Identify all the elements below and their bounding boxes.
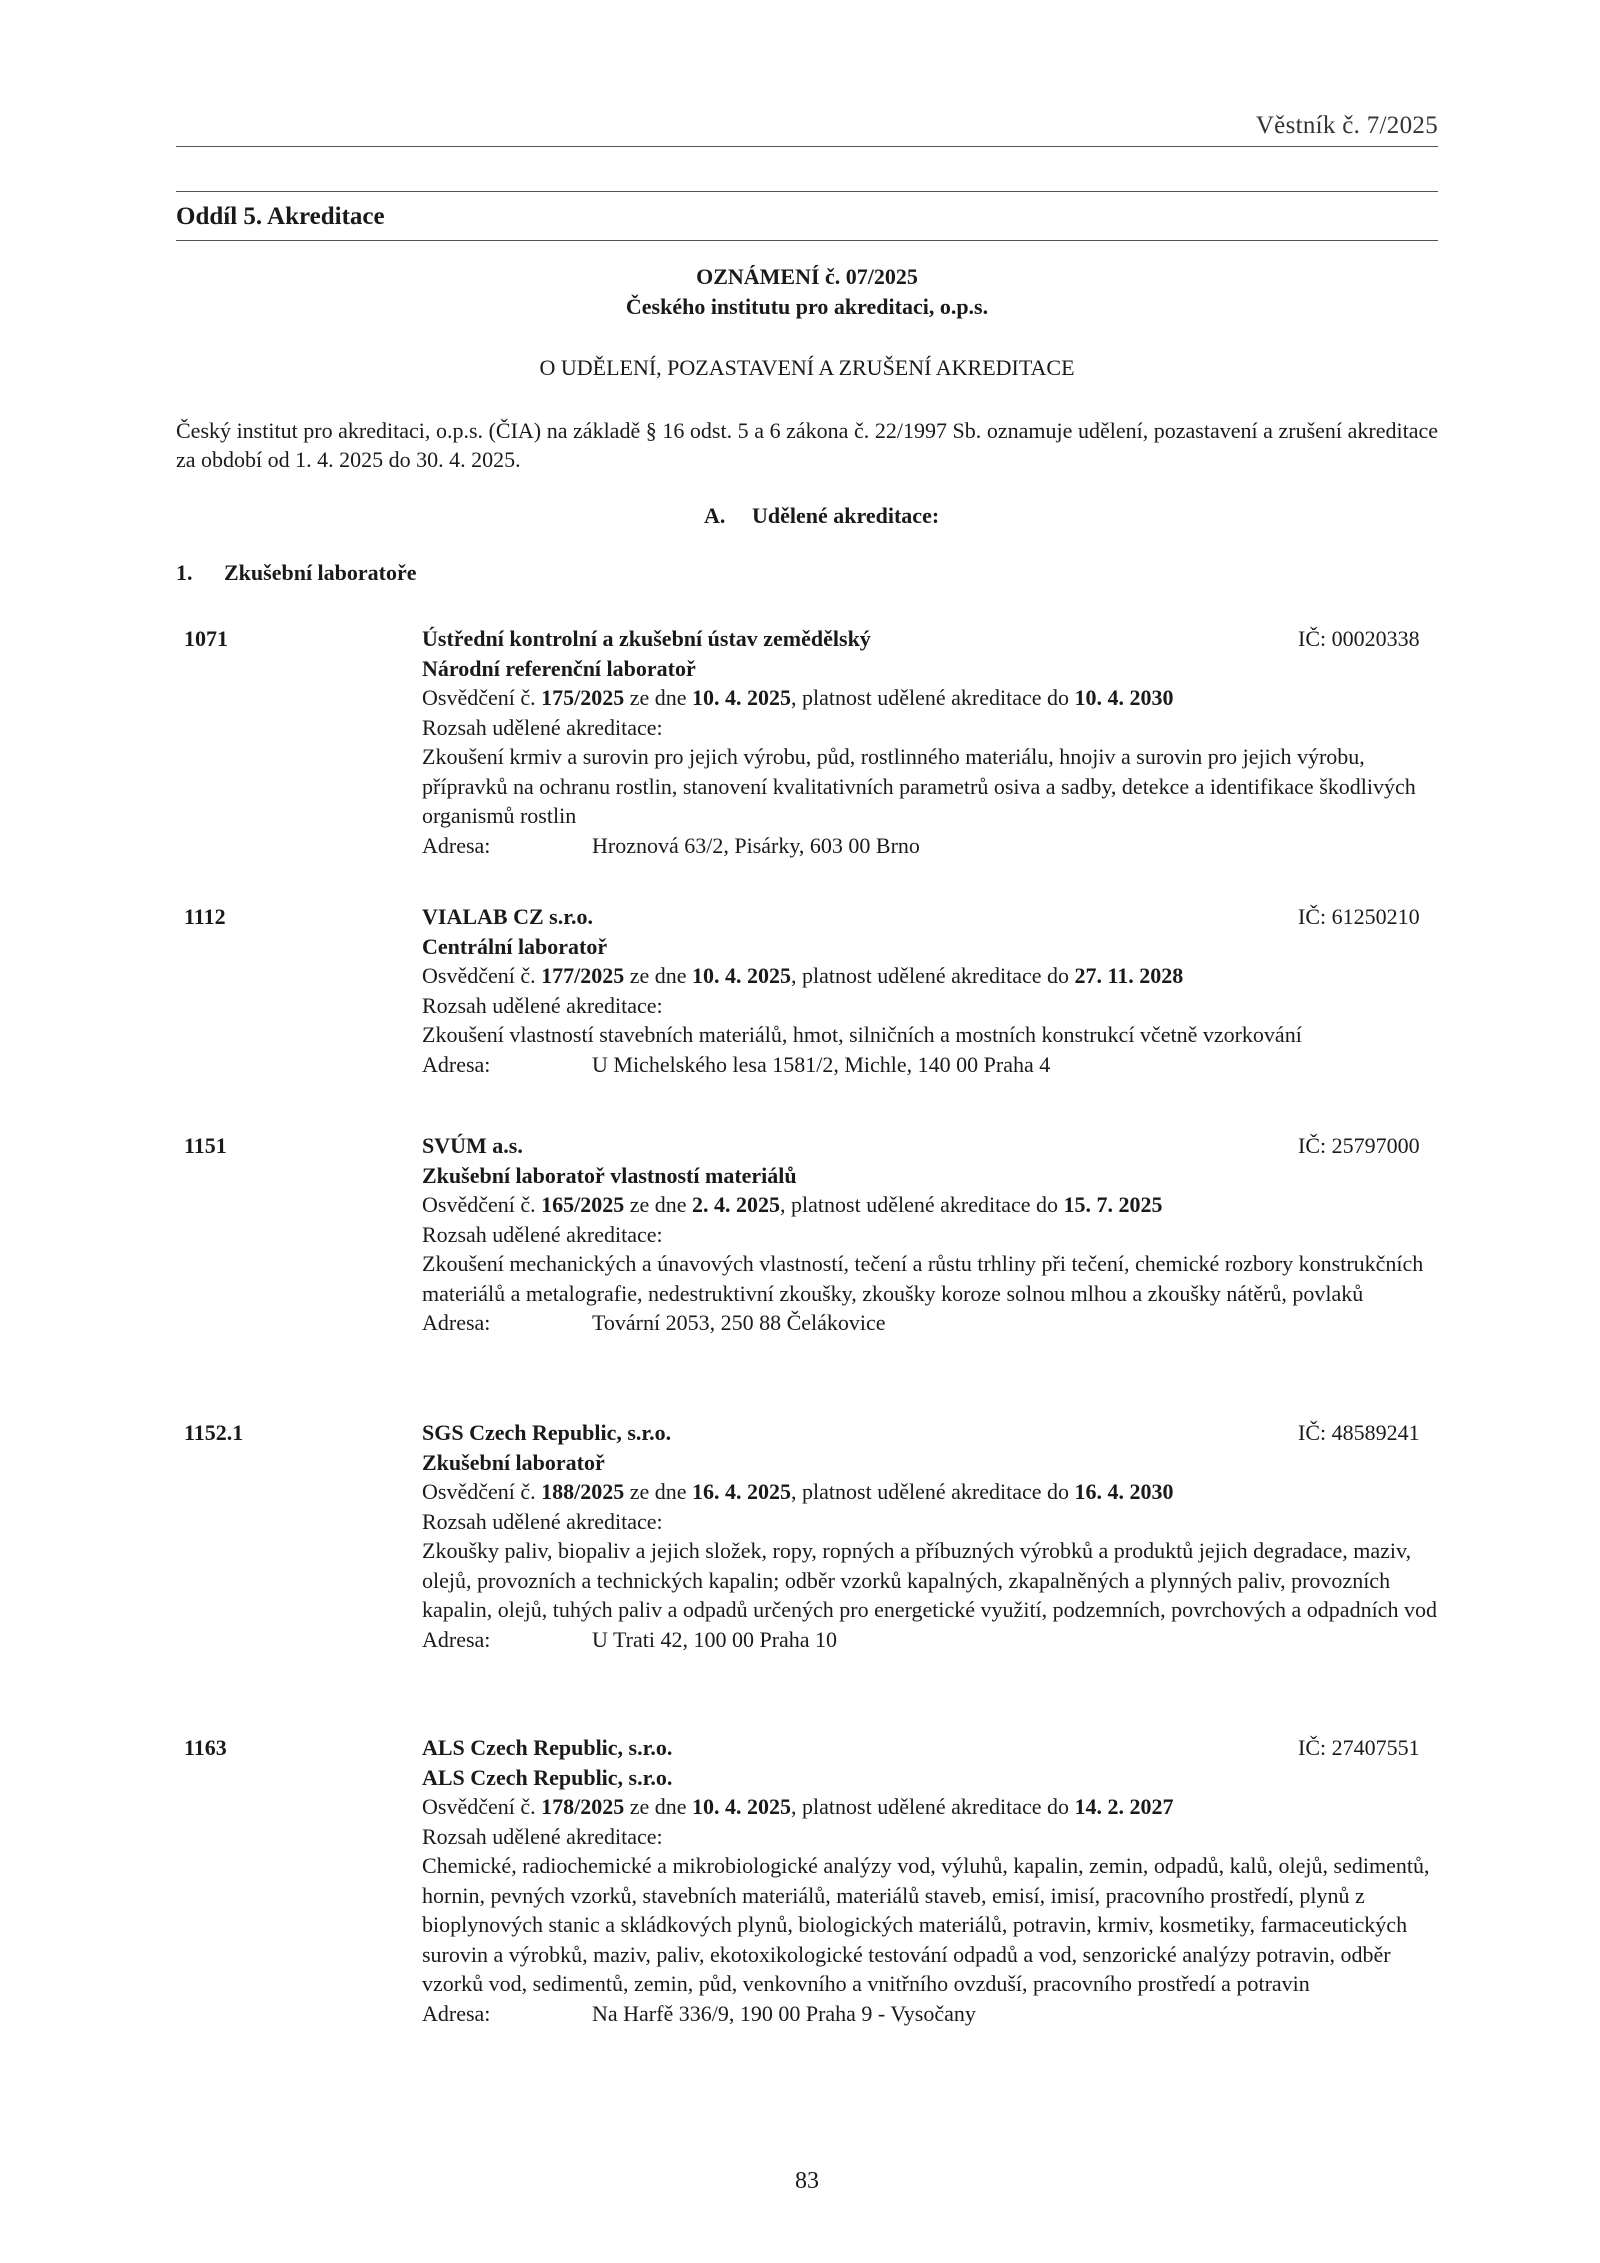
- validity-label: , platnost udělené akreditace do: [791, 1794, 1075, 1819]
- validity-label: , platnost udělené akreditace do: [791, 963, 1075, 988]
- entry-address: [422, 1999, 1438, 2029]
- entry-name: VIALAB CZ s.r.o.: [422, 904, 593, 929]
- ic-label: IČ:: [1298, 1735, 1332, 1760]
- entry-body: [422, 902, 1438, 1079]
- scope-label: Rozsah udělené akreditace:: [422, 992, 663, 1018]
- entry-unit: Zkušební laboratoř: [422, 1449, 605, 1475]
- address-label: Adresa:: [422, 2000, 491, 2026]
- entry-name: ALS Czech Republic, s.r.o.: [422, 1735, 673, 1760]
- entry-ic: [1298, 1733, 1420, 1763]
- section-rule-top: [176, 191, 1438, 192]
- certificate-number: 175/2025: [541, 685, 625, 710]
- section-title: Oddíl 5. Akreditace: [176, 203, 385, 230]
- certificate-number: 178/2025: [541, 1794, 625, 1819]
- ic-label: IČ:: [1298, 1420, 1332, 1445]
- valid-until: 15. 7. 2025: [1063, 1192, 1163, 1217]
- scope-text: Zkoušení mechanických a únavových vlastností, tečení a růstu trhliny při tečení, chemické rozbory konstrukčních materiálů a metalografie, nedestruktivní zkoušky, zkoušky koroze solnou mlhou a zkoušky nátěrů, povlaků: [422, 1251, 1424, 1306]
- dated-label: ze dne: [624, 1192, 693, 1217]
- entry-body: [422, 624, 1438, 860]
- address-label: Adresa:: [422, 1626, 491, 1652]
- ic-label: IČ:: [1298, 1133, 1332, 1158]
- announcement-intro: Český institut pro akreditaci, o.p.s. (ČIA) na základě § 16 odst. 5 a 6 zákona č. 22/1997 Sb. oznamuje udělení, pozastavení a zrušení akreditace za období od 1. 4. 2025 do 30. 4. 2025.: [176, 418, 1438, 472]
- validity-label: , platnost udělené akreditace do: [780, 1192, 1064, 1217]
- valid-until: 10. 4. 2030: [1074, 685, 1174, 710]
- subsection-number: 1.: [176, 560, 193, 585]
- certificate-date: 10. 4. 2025: [692, 1794, 792, 1819]
- address-label: Adresa:: [422, 1310, 491, 1335]
- entry-address: [422, 1050, 1438, 1080]
- entry-certificate: [422, 1792, 1438, 1822]
- entry-address: [422, 1625, 1438, 1655]
- valid-until: 16. 4. 2030: [1074, 1479, 1174, 1504]
- entry-ic: [1298, 902, 1420, 932]
- entry-body: [422, 1418, 1438, 1654]
- entry-ic: [1298, 1418, 1420, 1448]
- entry-address: [422, 831, 1438, 861]
- scope-label: Rozsah udělené akreditace:: [422, 714, 663, 740]
- certificate-label: Osvědčení č.: [422, 1794, 542, 1819]
- certificate-label: Osvědčení č.: [422, 1192, 542, 1217]
- ic-value: 61250210: [1331, 904, 1420, 929]
- entry-code: 1151: [184, 1133, 227, 1158]
- journal-header: Věstník č. 7/2025: [1255, 112, 1438, 139]
- certificate-date: 10. 4. 2025: [692, 685, 792, 710]
- scope-text: Zkoušení vlastností stavebních materiálů, hmot, silničních a mostních konstrukcí včetně vzorkování: [422, 1022, 1302, 1047]
- address-value: Na Harfě 336/9, 190 00 Praha 9 - Vysočany: [592, 2000, 976, 2026]
- document-page: [176, 0, 1438, 2263]
- entry-unit: ALS Czech Republic, s.r.o.: [422, 1764, 673, 1790]
- scope-text: Zkoušení krmiv a surovin pro jejich výrobu, půd, rostlinného materiálu, hnojiv a surovin pro jejich výrobu, přípravků na ochranu rostlin, stanovení kvalitativních parametrů osiva a sadby, detekce a identifikace škodlivých organismů rostlin: [422, 744, 1416, 828]
- ic-label: IČ:: [1298, 904, 1332, 929]
- certificate-number: 188/2025: [541, 1479, 625, 1504]
- entry-code: 1112: [184, 904, 226, 929]
- dated-label: ze dne: [624, 1479, 693, 1504]
- certificate-label: Osvědčení č.: [422, 685, 542, 710]
- certificate-date: 2. 4. 2025: [692, 1192, 781, 1217]
- dated-label: ze dne: [624, 963, 693, 988]
- address-label: Adresa:: [422, 832, 491, 858]
- subsection-heading: [176, 560, 417, 586]
- entry-body: [422, 1131, 1438, 1338]
- entry-code: 1163: [184, 1735, 227, 1760]
- valid-until: 14. 2. 2027: [1074, 1794, 1174, 1819]
- announcement-institution: Českého institutu pro akreditaci, o.p.s.: [625, 294, 989, 319]
- entry-unit: Zkušební laboratoř vlastností materiálů: [422, 1162, 797, 1188]
- announcement-title: OZNÁMENÍ č. 07/2025: [696, 264, 918, 289]
- ic-value: 25797000: [1331, 1133, 1420, 1158]
- address-label: Adresa:: [422, 1051, 491, 1077]
- address-value: U Trati 42, 100 00 Praha 10: [592, 1626, 838, 1652]
- entry-name: SGS Czech Republic, s.r.o.: [422, 1420, 672, 1445]
- entry-name: SVÚM a.s.: [422, 1133, 523, 1158]
- scope-text: Chemické, radiochemické a mikrobiologické analýzy vod, výluhů, kapalin, zemin, odpadů, kalů, olejů, sedimentů, hornin, pevných vzorků, stavebních materiálů, materiálů staveb, emisí, imisí, pracovního prostředí, plynů z bioplynových stanic a skládkových plynů, biologických materiálů, potravin, krmiv, kosmetiky, farmaceutických surovin a výrobků, maziv, paliv, ekotoxikologické testování odpadů a vod, senzorické analýzy potravin, odběr vzorků vod, sedimentů, zemin, půd, venkovního a vnitřního ovzduší, pracovního prostředí a potravin: [422, 1853, 1430, 1996]
- part-heading: [704, 503, 939, 529]
- address-value: Hroznová 63/2, Pisárky, 603 00 Brno: [592, 832, 920, 858]
- entry-certificate: [422, 683, 1438, 713]
- entry-code: 1071: [184, 626, 228, 651]
- scope-label: Rozsah udělené akreditace:: [422, 1823, 663, 1849]
- entry-unit: Centrální laboratoř: [422, 933, 608, 959]
- entry-name: Ústřední kontrolní a zkušební ústav zemědělský: [422, 626, 871, 651]
- entry-certificate: [422, 1477, 1438, 1507]
- announcement-subject: O UDĚLENÍ, POZASTAVENÍ A ZRUŠENÍ AKREDITACE: [539, 355, 1075, 380]
- validity-label: , platnost udělené akreditace do: [791, 1479, 1075, 1504]
- ic-value: 48589241: [1331, 1420, 1420, 1445]
- dated-label: ze dne: [624, 1794, 693, 1819]
- address-value: Tovární 2053, 250 88 Čelákovice: [592, 1310, 886, 1335]
- entry-code: 1152.1: [184, 1420, 244, 1445]
- scope-label: Rozsah udělené akreditace:: [422, 1221, 663, 1247]
- certificate-number: 177/2025: [541, 963, 625, 988]
- ic-label: IČ:: [1298, 626, 1332, 651]
- part-title: Udělené akreditace:: [752, 503, 940, 528]
- certificate-date: 10. 4. 2025: [692, 963, 792, 988]
- entry-unit: Národní referenční laboratoř: [422, 655, 696, 681]
- entry-body: [422, 1733, 1438, 2028]
- validity-label: , platnost udělené akreditace do: [791, 685, 1075, 710]
- scope-label: Rozsah udělené akreditace:: [422, 1508, 663, 1534]
- certificate-date: 16. 4. 2025: [692, 1479, 792, 1504]
- entry-address: [422, 1308, 1438, 1338]
- entry-certificate: [422, 961, 1438, 991]
- subsection-title: Zkušební laboratoře: [224, 560, 417, 585]
- entry-ic: [1298, 624, 1420, 654]
- section-rule-bottom: [176, 240, 1438, 241]
- certificate-number: 165/2025: [541, 1192, 625, 1217]
- entry-ic: [1298, 1131, 1420, 1161]
- part-number: A.: [704, 503, 726, 528]
- ic-value: 00020338: [1331, 626, 1420, 651]
- scope-text: Zkoušky paliv, biopaliv a jejich složek, ropy, ropných a příbuzných výrobků a produktů jejich degradace, maziv, olejů, provozních a technických kapalin; odběr vzorků kapalných, zkapalněných a plynných paliv, provozních kapalin, olejů, tuhých paliv a odpadů určených pro energetické využití, podzemních, povrchových a odpadních vod: [422, 1538, 1437, 1622]
- dated-label: ze dne: [624, 685, 693, 710]
- address-value: U Michelského lesa 1581/2, Michle, 140 00 Praha 4: [592, 1051, 1051, 1077]
- page-number: 83: [795, 2168, 819, 2194]
- entry-certificate: [422, 1190, 1438, 1220]
- ic-value: 27407551: [1331, 1735, 1420, 1760]
- certificate-label: Osvědčení č.: [422, 1479, 542, 1504]
- valid-until: 27. 11. 2028: [1074, 963, 1184, 988]
- certificate-label: Osvědčení č.: [422, 963, 542, 988]
- header-rule: [176, 146, 1438, 147]
